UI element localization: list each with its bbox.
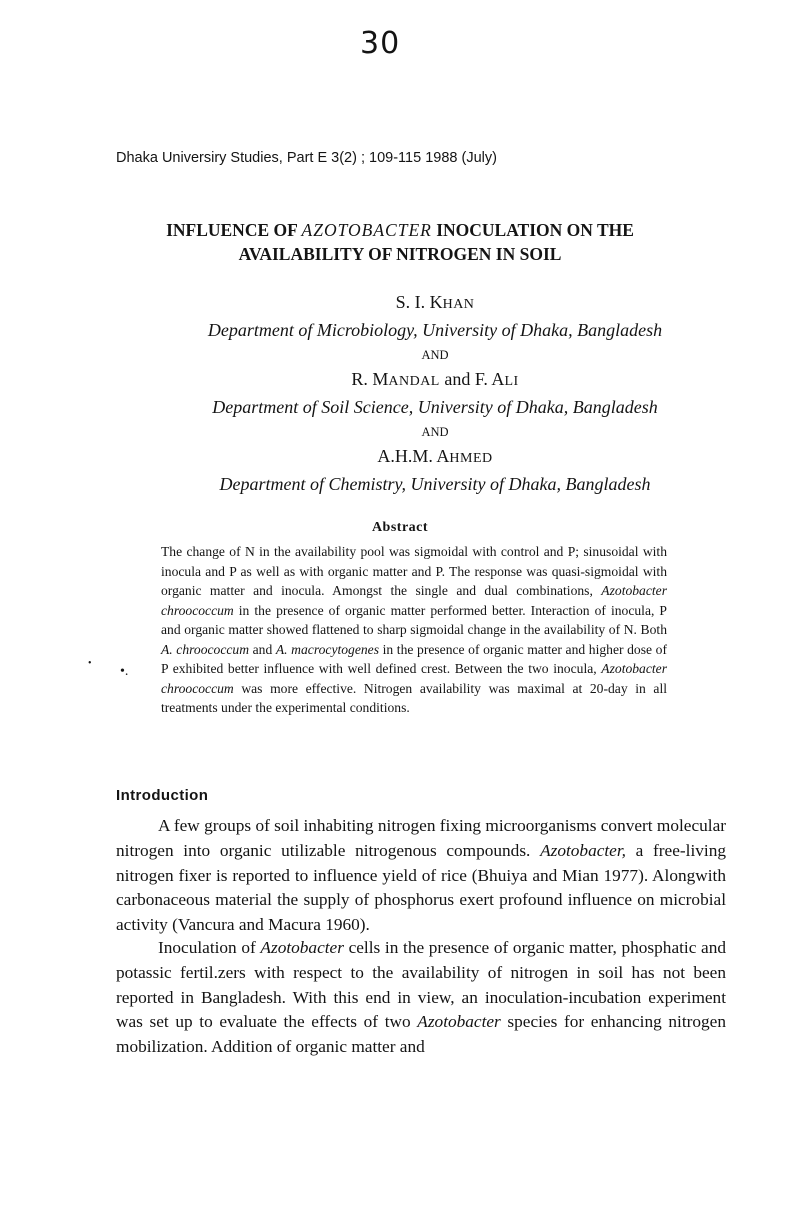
author-block xyxy=(150,290,720,497)
species-name: Azotobacter xyxy=(417,1012,501,1032)
title-line-1: INFLUENCE OF AZOTOBACTER INOCULATION ON THE xyxy=(166,220,634,240)
page-number: 30 xyxy=(360,26,401,61)
author-separator: AND xyxy=(421,348,449,362)
abstract-heading: Abstract xyxy=(371,520,429,535)
title-line-2: AVAILABILITY OF NITROGEN IN SOIL xyxy=(238,244,562,264)
introduction-paragraph-2: Inoculation of Azotobacter cells in the presence of organic matter, phosphatic and potassic fertil.zers with respect to the availability of nitrogen in soil has not been reported in Bangladesh. With this end in view, an inoculation-incubation experiment was set up to evaluate the effects of two Azotobacter species for enhancing nitrogen mobilization. Addition of organic matter and xyxy=(116,938,726,1057)
species-name: A. macrocytogenes xyxy=(275,641,380,657)
species-name: A. chroococcum xyxy=(161,641,250,657)
abstract-text: The change of N in the availability pool was sigmoidal with control and P; sinusoidal with inocula and P as well as with organic matter and P. The response was quasi-sigmoidal with organic matter and inocula. Amongst the single and dual combinations, Azotobacter chroococcum in the presence of organic matter performed better. Interaction of inocula, P and organic matter showed flattened to sharp sigmoidal change in the availability of N. Both A. chroococcum and A. macrocytogenes in the presence of organic matter and higher dose of P exhibited better influence with well defined crest. Between the two inocula, Azotobacter chroococcum was more effective. Nitrogen availability was maximal at 20-day in all treatments under the experimental conditions. xyxy=(161,544,667,715)
author-separator: AND xyxy=(421,425,449,439)
species-name: Azotobacter chroococcum xyxy=(161,661,667,696)
author-khan: S. I. KHAN xyxy=(395,292,475,312)
species-name: Azotobacter, xyxy=(540,840,626,860)
species-name: Azotobacter chroococcum xyxy=(161,583,667,618)
introduction-heading: Introduction xyxy=(116,787,209,804)
title-italic-term: AZOTOBACTER xyxy=(301,220,432,240)
species-name: Azotobacter xyxy=(260,938,344,957)
margin-mark: •. xyxy=(120,664,129,679)
journal-citation: Dhaka Universiry Studies, Part E 3(2) ; 109-115 1988 (July) xyxy=(116,150,497,166)
affiliation-soil-science: Department of Soil Science, University of Dhaka, Bangladesh xyxy=(212,397,658,417)
affiliation-chemistry: Department of Chemistry, University of Dhaka, Bangladesh xyxy=(219,474,651,494)
paper-title xyxy=(120,218,680,266)
introduction-paragraph-1: A few groups of soil inhabiting nitrogen fixing microorganisms convert molecular nitrogen into organic utilizable nitrogenous compounds. Azotobacter, a free-living nitrogen fixer is reported to influence yield of rice (Bhuiya and Mian 1977). Alongwith carbonaceous material the supply of phosphorus exert profound influence on microbial activity (Vancura and Macura 1960). xyxy=(116,816,726,935)
margin-dot: • xyxy=(88,658,92,669)
affiliation-microbiology: Department of Microbiology, University of Dhaka, Bangladesh xyxy=(207,320,663,340)
author-ahmed: A.H.M. AHMED xyxy=(377,446,493,466)
author-mandal-ali: R. MANDAL and F. ALI xyxy=(351,369,519,389)
